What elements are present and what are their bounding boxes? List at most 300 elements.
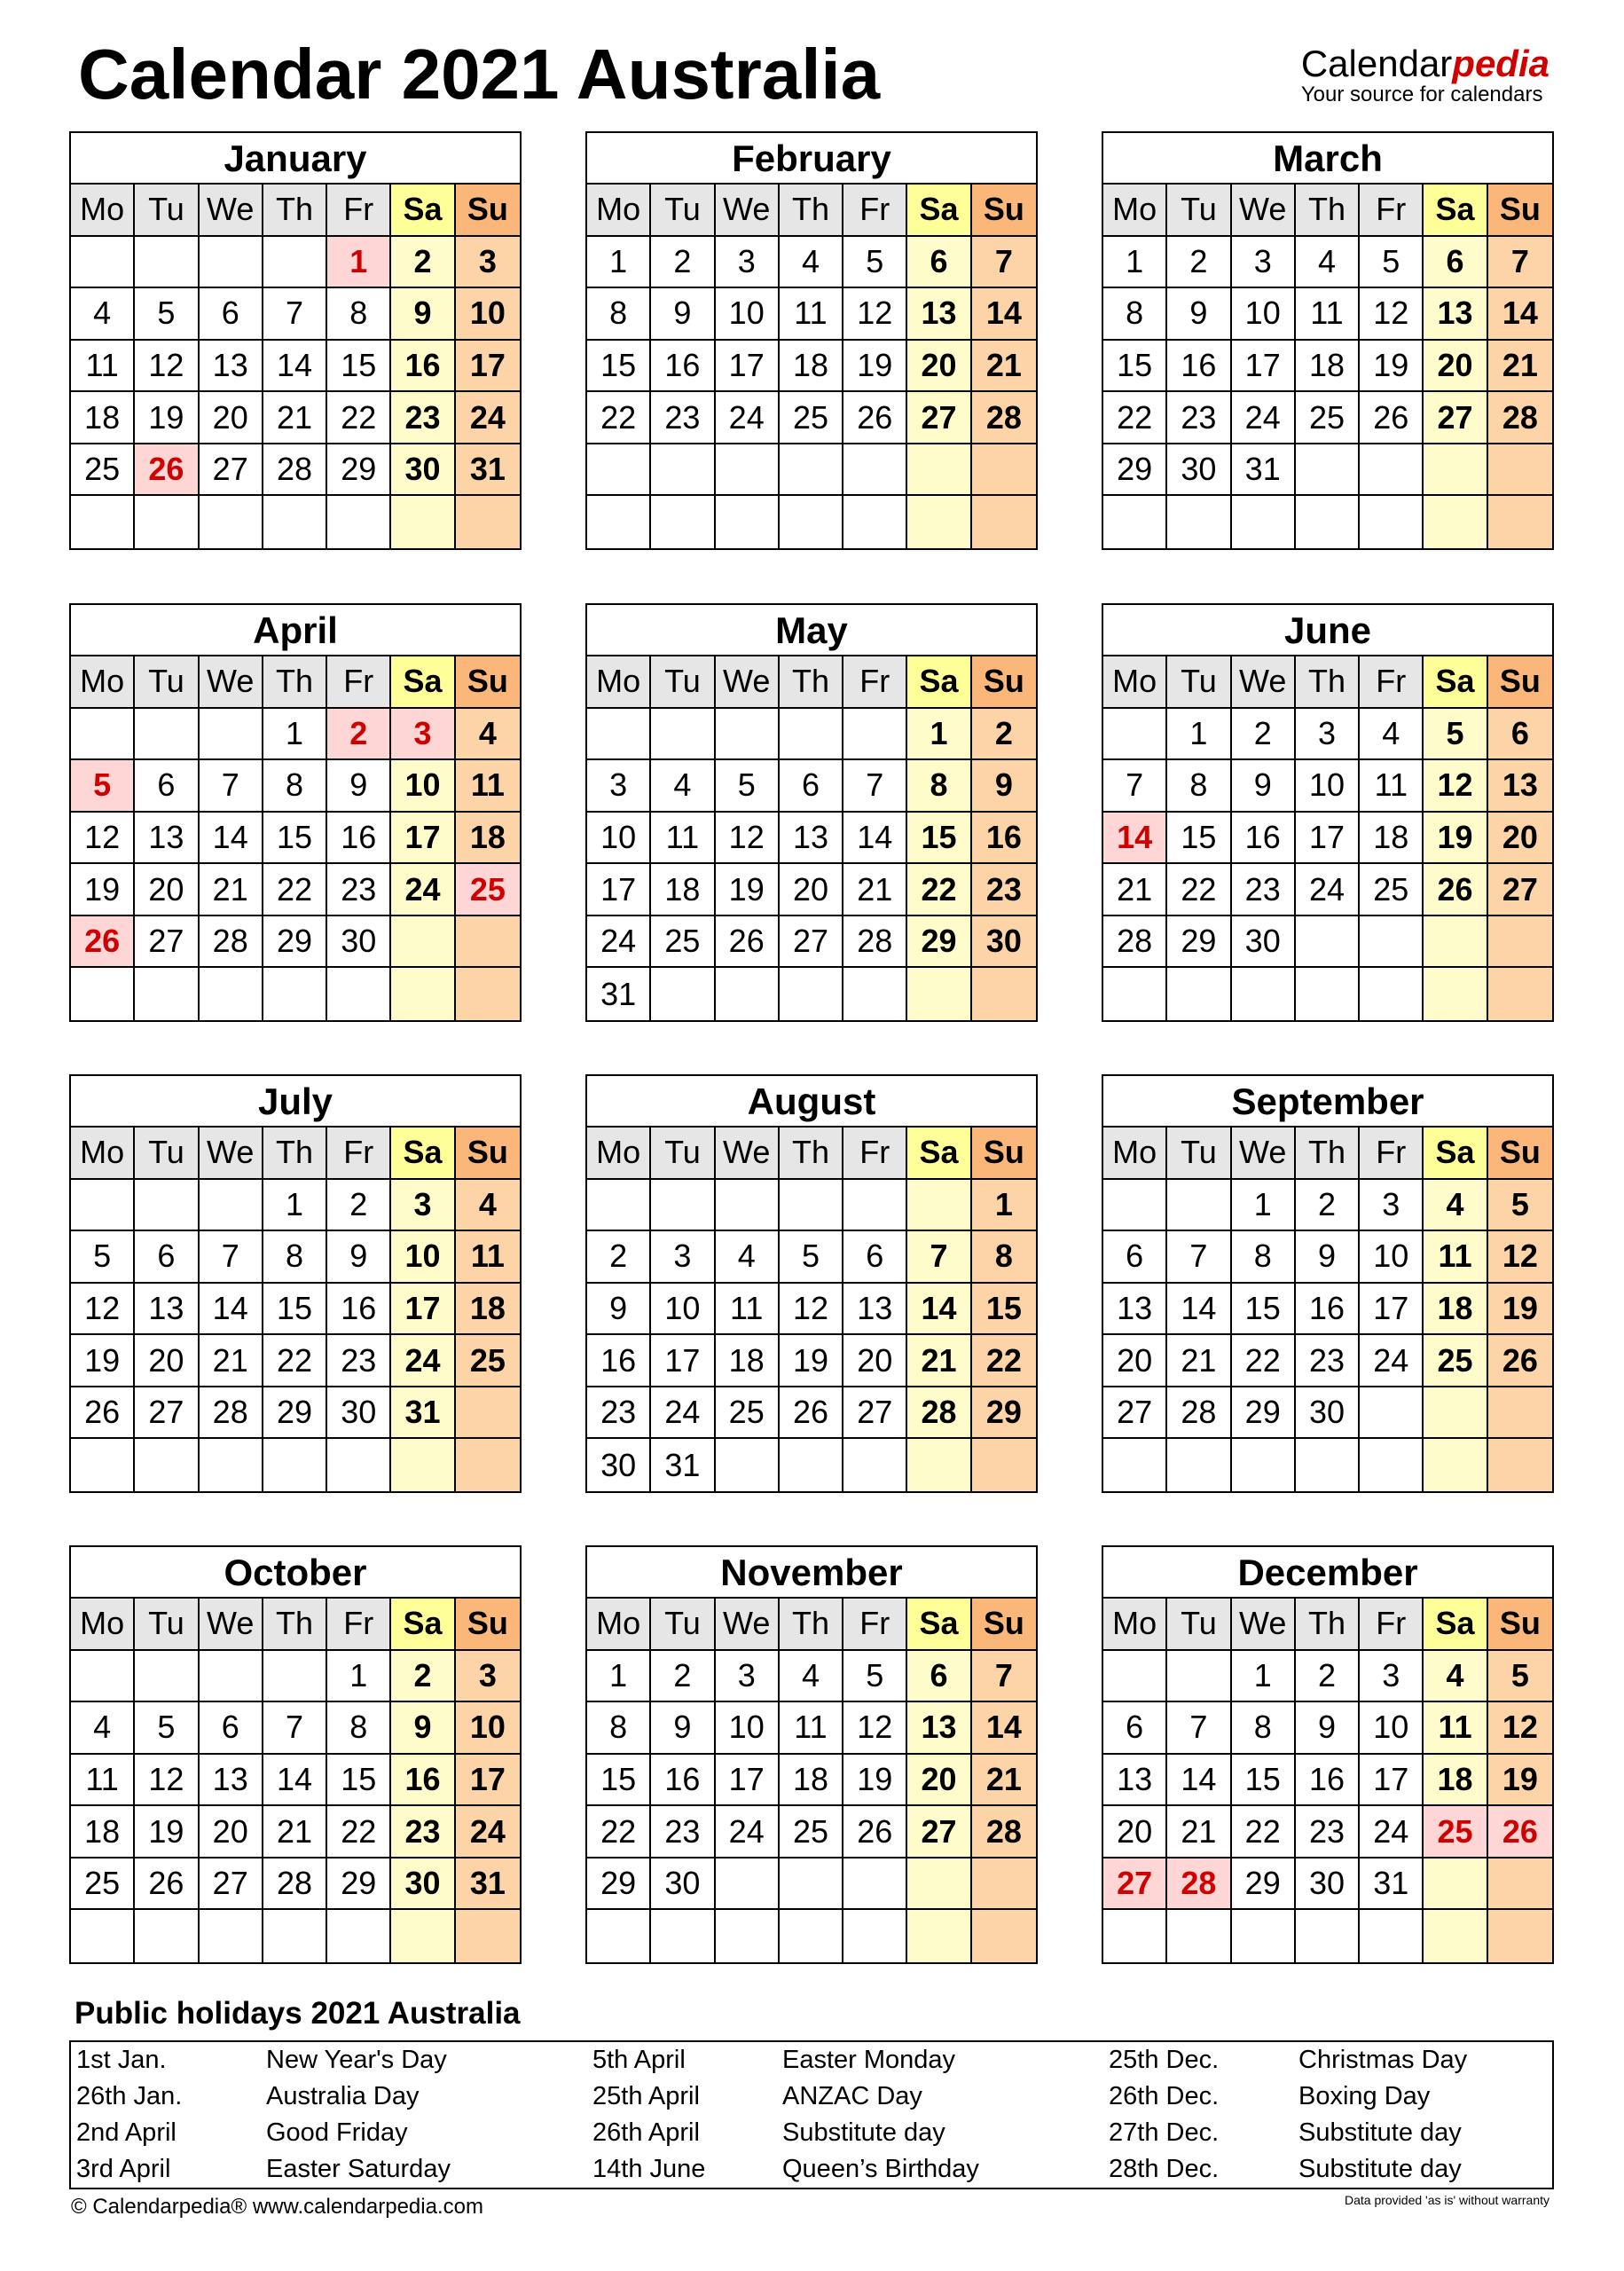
day-cell[interactable]: 9 bbox=[651, 1702, 715, 1755]
day-cell[interactable]: 12 bbox=[716, 813, 780, 865]
day-cell[interactable]: 22 bbox=[263, 864, 327, 916]
day-cell[interactable]: 28 bbox=[263, 444, 327, 497]
day-cell[interactable]: 17 bbox=[587, 864, 651, 916]
day-cell[interactable]: 14 bbox=[200, 813, 263, 865]
day-cell[interactable]: 19 bbox=[1488, 1755, 1552, 1807]
day-cell[interactable]: 17 bbox=[1232, 341, 1296, 393]
day-cell[interactable]: 24 bbox=[587, 916, 651, 969]
day-cell[interactable]: 26 bbox=[135, 444, 199, 497]
day-cell[interactable]: 25 bbox=[651, 916, 715, 969]
day-cell[interactable]: 3 bbox=[456, 1651, 520, 1703]
day-cell[interactable]: 2 bbox=[391, 1651, 455, 1703]
day-cell[interactable]: 29 bbox=[1232, 1858, 1296, 1911]
day-cell[interactable]: 22 bbox=[1232, 1335, 1296, 1387]
day-cell[interactable]: 18 bbox=[71, 392, 135, 444]
day-cell[interactable]: 8 bbox=[1232, 1231, 1296, 1284]
day-cell[interactable]: 28 bbox=[1103, 916, 1167, 969]
day-cell[interactable]: 18 bbox=[456, 1284, 520, 1336]
day-cell[interactable]: 18 bbox=[456, 813, 520, 865]
day-cell[interactable]: 4 bbox=[456, 709, 520, 761]
day-cell[interactable]: 2 bbox=[587, 1231, 651, 1284]
day-cell[interactable]: 11 bbox=[71, 341, 135, 393]
day-cell[interactable]: 13 bbox=[200, 341, 263, 393]
day-cell[interactable]: 26 bbox=[1488, 1335, 1552, 1387]
day-cell[interactable]: 15 bbox=[972, 1284, 1036, 1336]
day-cell[interactable]: 8 bbox=[972, 1231, 1036, 1284]
day-cell[interactable]: 27 bbox=[780, 916, 843, 969]
day-cell[interactable]: 18 bbox=[651, 864, 715, 916]
day-cell[interactable]: 27 bbox=[1103, 1387, 1167, 1440]
day-cell[interactable]: 6 bbox=[780, 760, 843, 813]
day-cell[interactable]: 13 bbox=[1424, 288, 1487, 341]
day-cell[interactable]: 28 bbox=[1488, 392, 1552, 444]
day-cell[interactable]: 14 bbox=[972, 1702, 1036, 1755]
day-cell[interactable]: 22 bbox=[1232, 1806, 1296, 1858]
day-cell[interactable]: 10 bbox=[391, 1231, 455, 1284]
day-cell[interactable]: 3 bbox=[1360, 1651, 1424, 1703]
day-cell[interactable]: 5 bbox=[1424, 709, 1487, 761]
day-cell[interactable]: 16 bbox=[327, 1284, 391, 1336]
day-cell[interactable]: 10 bbox=[651, 1284, 715, 1336]
day-cell[interactable]: 16 bbox=[972, 813, 1036, 865]
day-cell[interactable]: 9 bbox=[587, 1284, 651, 1336]
day-cell[interactable]: 9 bbox=[1232, 760, 1296, 813]
day-cell[interactable]: 20 bbox=[843, 1335, 907, 1387]
day-cell[interactable]: 15 bbox=[1167, 813, 1231, 865]
day-cell[interactable]: 1 bbox=[587, 237, 651, 289]
day-cell[interactable]: 15 bbox=[327, 341, 391, 393]
day-cell[interactable]: 4 bbox=[1360, 709, 1424, 761]
day-cell[interactable]: 5 bbox=[1360, 237, 1424, 289]
day-cell[interactable]: 12 bbox=[135, 341, 199, 393]
day-cell[interactable]: 12 bbox=[1424, 760, 1487, 813]
day-cell[interactable]: 3 bbox=[391, 709, 455, 761]
day-cell[interactable]: 8 bbox=[587, 1702, 651, 1755]
day-cell[interactable]: 3 bbox=[716, 1651, 780, 1703]
day-cell[interactable]: 11 bbox=[1424, 1702, 1487, 1755]
day-cell[interactable]: 23 bbox=[327, 864, 391, 916]
day-cell[interactable]: 11 bbox=[456, 760, 520, 813]
day-cell[interactable]: 8 bbox=[907, 760, 971, 813]
day-cell[interactable]: 24 bbox=[391, 864, 455, 916]
day-cell[interactable]: 19 bbox=[843, 341, 907, 393]
day-cell[interactable]: 28 bbox=[1167, 1858, 1231, 1911]
day-cell[interactable]: 3 bbox=[716, 237, 780, 289]
day-cell[interactable]: 22 bbox=[327, 392, 391, 444]
day-cell[interactable]: 5 bbox=[1488, 1651, 1552, 1703]
day-cell[interactable]: 2 bbox=[651, 1651, 715, 1703]
day-cell[interactable]: 3 bbox=[456, 237, 520, 289]
day-cell[interactable]: 6 bbox=[200, 288, 263, 341]
day-cell[interactable]: 17 bbox=[716, 1755, 780, 1807]
day-cell[interactable]: 26 bbox=[716, 916, 780, 969]
day-cell[interactable]: 22 bbox=[1103, 392, 1167, 444]
day-cell[interactable]: 18 bbox=[71, 1806, 135, 1858]
day-cell[interactable]: 29 bbox=[1232, 1387, 1296, 1440]
day-cell[interactable]: 24 bbox=[1360, 1335, 1424, 1387]
day-cell[interactable]: 20 bbox=[200, 1806, 263, 1858]
day-cell[interactable]: 16 bbox=[1167, 341, 1231, 393]
day-cell[interactable]: 9 bbox=[1167, 288, 1231, 341]
day-cell[interactable]: 15 bbox=[1103, 341, 1167, 393]
day-cell[interactable]: 8 bbox=[263, 760, 327, 813]
day-cell[interactable]: 1 bbox=[587, 1651, 651, 1703]
day-cell[interactable]: 13 bbox=[780, 813, 843, 865]
day-cell[interactable]: 12 bbox=[1488, 1702, 1552, 1755]
day-cell[interactable]: 1 bbox=[907, 709, 971, 761]
day-cell[interactable]: 7 bbox=[843, 760, 907, 813]
day-cell[interactable]: 21 bbox=[200, 864, 263, 916]
day-cell[interactable]: 25 bbox=[780, 392, 843, 444]
day-cell[interactable]: 16 bbox=[1232, 813, 1296, 865]
day-cell[interactable]: 27 bbox=[1488, 864, 1552, 916]
day-cell[interactable]: 8 bbox=[327, 288, 391, 341]
day-cell[interactable]: 13 bbox=[1103, 1284, 1167, 1336]
day-cell[interactable]: 13 bbox=[1103, 1755, 1167, 1807]
day-cell[interactable]: 18 bbox=[1424, 1755, 1487, 1807]
day-cell[interactable]: 9 bbox=[391, 1702, 455, 1755]
day-cell[interactable]: 12 bbox=[71, 1284, 135, 1336]
day-cell[interactable]: 2 bbox=[651, 237, 715, 289]
day-cell[interactable]: 27 bbox=[200, 444, 263, 497]
day-cell[interactable]: 26 bbox=[71, 1387, 135, 1440]
day-cell[interactable]: 20 bbox=[907, 341, 971, 393]
day-cell[interactable]: 23 bbox=[651, 392, 715, 444]
day-cell[interactable]: 13 bbox=[843, 1284, 907, 1336]
day-cell[interactable]: 24 bbox=[1296, 864, 1360, 916]
day-cell[interactable]: 22 bbox=[1167, 864, 1231, 916]
day-cell[interactable]: 31 bbox=[1360, 1858, 1424, 1911]
day-cell[interactable]: 23 bbox=[587, 1387, 651, 1440]
day-cell[interactable]: 9 bbox=[391, 288, 455, 341]
day-cell[interactable]: 23 bbox=[327, 1335, 391, 1387]
day-cell[interactable]: 23 bbox=[972, 864, 1036, 916]
day-cell[interactable]: 17 bbox=[391, 813, 455, 865]
day-cell[interactable]: 15 bbox=[263, 813, 327, 865]
day-cell[interactable]: 30 bbox=[1296, 1858, 1360, 1911]
day-cell[interactable]: 16 bbox=[391, 341, 455, 393]
day-cell[interactable]: 12 bbox=[843, 288, 907, 341]
day-cell[interactable]: 7 bbox=[1167, 1702, 1231, 1755]
day-cell[interactable]: 30 bbox=[1167, 444, 1231, 497]
day-cell[interactable]: 10 bbox=[716, 288, 780, 341]
day-cell[interactable]: 23 bbox=[1296, 1335, 1360, 1387]
day-cell[interactable]: 13 bbox=[907, 288, 971, 341]
day-cell[interactable]: 17 bbox=[456, 341, 520, 393]
day-cell[interactable]: 30 bbox=[1232, 916, 1296, 969]
day-cell[interactable]: 3 bbox=[587, 760, 651, 813]
day-cell[interactable]: 5 bbox=[716, 760, 780, 813]
day-cell[interactable]: 16 bbox=[651, 1755, 715, 1807]
day-cell[interactable]: 26 bbox=[843, 392, 907, 444]
day-cell[interactable]: 30 bbox=[972, 916, 1036, 969]
day-cell[interactable]: 20 bbox=[780, 864, 843, 916]
day-cell[interactable]: 23 bbox=[391, 1806, 455, 1858]
day-cell[interactable]: 29 bbox=[587, 1858, 651, 1911]
day-cell[interactable]: 18 bbox=[1360, 813, 1424, 865]
day-cell[interactable]: 16 bbox=[587, 1335, 651, 1387]
day-cell[interactable]: 7 bbox=[200, 760, 263, 813]
day-cell[interactable]: 29 bbox=[327, 444, 391, 497]
day-cell[interactable]: 30 bbox=[327, 916, 391, 969]
day-cell[interactable]: 17 bbox=[1360, 1284, 1424, 1336]
day-cell[interactable]: 21 bbox=[200, 1335, 263, 1387]
day-cell[interactable]: 20 bbox=[1488, 813, 1552, 865]
day-cell[interactable]: 24 bbox=[1360, 1806, 1424, 1858]
day-cell[interactable]: 19 bbox=[716, 864, 780, 916]
day-cell[interactable]: 7 bbox=[1488, 237, 1552, 289]
day-cell[interactable]: 24 bbox=[456, 1806, 520, 1858]
day-cell[interactable]: 11 bbox=[1360, 760, 1424, 813]
day-cell[interactable]: 22 bbox=[907, 864, 971, 916]
day-cell[interactable]: 1 bbox=[1103, 237, 1167, 289]
day-cell[interactable]: 21 bbox=[1103, 864, 1167, 916]
day-cell[interactable]: 21 bbox=[972, 341, 1036, 393]
day-cell[interactable]: 4 bbox=[71, 1702, 135, 1755]
day-cell[interactable]: 1 bbox=[263, 709, 327, 761]
day-cell[interactable]: 20 bbox=[1103, 1335, 1167, 1387]
day-cell[interactable]: 20 bbox=[200, 392, 263, 444]
day-cell[interactable]: 3 bbox=[1296, 709, 1360, 761]
day-cell[interactable]: 21 bbox=[972, 1755, 1036, 1807]
day-cell[interactable]: 31 bbox=[651, 1439, 715, 1491]
day-cell[interactable]: 25 bbox=[1296, 392, 1360, 444]
day-cell[interactable]: 13 bbox=[200, 1755, 263, 1807]
day-cell[interactable]: 15 bbox=[263, 1284, 327, 1336]
day-cell[interactable]: 19 bbox=[71, 864, 135, 916]
day-cell[interactable]: 12 bbox=[1360, 288, 1424, 341]
day-cell[interactable]: 7 bbox=[200, 1231, 263, 1284]
day-cell[interactable]: 21 bbox=[263, 392, 327, 444]
day-cell[interactable]: 24 bbox=[456, 392, 520, 444]
day-cell[interactable]: 12 bbox=[71, 813, 135, 865]
day-cell[interactable]: 17 bbox=[716, 341, 780, 393]
day-cell[interactable]: 25 bbox=[1424, 1335, 1487, 1387]
day-cell[interactable]: 6 bbox=[135, 1231, 199, 1284]
day-cell[interactable]: 8 bbox=[263, 1231, 327, 1284]
day-cell[interactable]: 1 bbox=[327, 237, 391, 289]
day-cell[interactable]: 29 bbox=[263, 916, 327, 969]
day-cell[interactable]: 26 bbox=[1488, 1806, 1552, 1858]
day-cell[interactable]: 29 bbox=[327, 1858, 391, 1911]
day-cell[interactable]: 11 bbox=[1296, 288, 1360, 341]
day-cell[interactable]: 12 bbox=[1488, 1231, 1552, 1284]
day-cell[interactable]: 30 bbox=[391, 1858, 455, 1911]
day-cell[interactable]: 6 bbox=[1488, 709, 1552, 761]
day-cell[interactable]: 14 bbox=[972, 288, 1036, 341]
day-cell[interactable]: 27 bbox=[135, 916, 199, 969]
day-cell[interactable]: 9 bbox=[327, 760, 391, 813]
day-cell[interactable]: 5 bbox=[1488, 1180, 1552, 1232]
day-cell[interactable]: 27 bbox=[907, 392, 971, 444]
day-cell[interactable]: 12 bbox=[135, 1755, 199, 1807]
day-cell[interactable]: 2 bbox=[972, 709, 1036, 761]
day-cell[interactable]: 25 bbox=[1360, 864, 1424, 916]
day-cell[interactable]: 19 bbox=[135, 1806, 199, 1858]
day-cell[interactable]: 4 bbox=[71, 288, 135, 341]
day-cell[interactable]: 15 bbox=[1232, 1284, 1296, 1336]
day-cell[interactable]: 10 bbox=[1232, 288, 1296, 341]
day-cell[interactable]: 6 bbox=[1103, 1231, 1167, 1284]
day-cell[interactable]: 25 bbox=[780, 1806, 843, 1858]
day-cell[interactable]: 30 bbox=[327, 1387, 391, 1440]
day-cell[interactable]: 16 bbox=[1296, 1755, 1360, 1807]
day-cell[interactable]: 25 bbox=[71, 1858, 135, 1911]
day-cell[interactable]: 16 bbox=[327, 813, 391, 865]
day-cell[interactable]: 16 bbox=[1296, 1284, 1360, 1336]
day-cell[interactable]: 8 bbox=[1103, 288, 1167, 341]
day-cell[interactable]: 7 bbox=[972, 237, 1036, 289]
day-cell[interactable]: 24 bbox=[391, 1335, 455, 1387]
day-cell[interactable]: 6 bbox=[200, 1702, 263, 1755]
day-cell[interactable]: 7 bbox=[263, 1702, 327, 1755]
day-cell[interactable]: 3 bbox=[391, 1180, 455, 1232]
day-cell[interactable]: 11 bbox=[1424, 1231, 1487, 1284]
day-cell[interactable]: 20 bbox=[135, 1335, 199, 1387]
day-cell[interactable]: 20 bbox=[907, 1755, 971, 1807]
day-cell[interactable]: 10 bbox=[1360, 1702, 1424, 1755]
day-cell[interactable]: 9 bbox=[651, 288, 715, 341]
day-cell[interactable]: 24 bbox=[651, 1387, 715, 1440]
day-cell[interactable]: 4 bbox=[1424, 1651, 1487, 1703]
day-cell[interactable]: 14 bbox=[263, 341, 327, 393]
day-cell[interactable]: 4 bbox=[1424, 1180, 1487, 1232]
day-cell[interactable]: 31 bbox=[456, 1858, 520, 1911]
day-cell[interactable]: 20 bbox=[1424, 341, 1487, 393]
day-cell[interactable]: 28 bbox=[200, 916, 263, 969]
day-cell[interactable]: 7 bbox=[263, 288, 327, 341]
day-cell[interactable]: 2 bbox=[327, 709, 391, 761]
day-cell[interactable]: 2 bbox=[1296, 1651, 1360, 1703]
day-cell[interactable]: 29 bbox=[907, 916, 971, 969]
day-cell[interactable]: 10 bbox=[716, 1702, 780, 1755]
day-cell[interactable]: 8 bbox=[327, 1702, 391, 1755]
day-cell[interactable]: 19 bbox=[780, 1335, 843, 1387]
day-cell[interactable]: 21 bbox=[1167, 1335, 1231, 1387]
day-cell[interactable]: 29 bbox=[1167, 916, 1231, 969]
day-cell[interactable]: 8 bbox=[587, 288, 651, 341]
day-cell[interactable]: 4 bbox=[780, 237, 843, 289]
day-cell[interactable]: 14 bbox=[907, 1284, 971, 1336]
day-cell[interactable]: 24 bbox=[716, 1806, 780, 1858]
day-cell[interactable]: 31 bbox=[1232, 444, 1296, 497]
day-cell[interactable]: 3 bbox=[1360, 1180, 1424, 1232]
day-cell[interactable]: 26 bbox=[71, 916, 135, 969]
day-cell[interactable]: 25 bbox=[71, 444, 135, 497]
day-cell[interactable]: 21 bbox=[263, 1806, 327, 1858]
day-cell[interactable]: 27 bbox=[1103, 1858, 1167, 1911]
day-cell[interactable]: 5 bbox=[71, 1231, 135, 1284]
day-cell[interactable]: 23 bbox=[1167, 392, 1231, 444]
day-cell[interactable]: 17 bbox=[391, 1284, 455, 1336]
day-cell[interactable]: 16 bbox=[391, 1755, 455, 1807]
day-cell[interactable]: 4 bbox=[1296, 237, 1360, 289]
day-cell[interactable]: 23 bbox=[391, 392, 455, 444]
day-cell[interactable]: 31 bbox=[391, 1387, 455, 1440]
day-cell[interactable]: 23 bbox=[1232, 864, 1296, 916]
day-cell[interactable]: 6 bbox=[1424, 237, 1487, 289]
day-cell[interactable]: 22 bbox=[327, 1806, 391, 1858]
day-cell[interactable]: 4 bbox=[456, 1180, 520, 1232]
day-cell[interactable]: 14 bbox=[1167, 1755, 1231, 1807]
day-cell[interactable]: 26 bbox=[780, 1387, 843, 1440]
day-cell[interactable]: 6 bbox=[843, 1231, 907, 1284]
day-cell[interactable]: 10 bbox=[587, 813, 651, 865]
day-cell[interactable]: 28 bbox=[843, 916, 907, 969]
day-cell[interactable]: 13 bbox=[135, 813, 199, 865]
day-cell[interactable]: 6 bbox=[1103, 1702, 1167, 1755]
day-cell[interactable]: 4 bbox=[780, 1651, 843, 1703]
day-cell[interactable]: 28 bbox=[972, 392, 1036, 444]
day-cell[interactable]: 2 bbox=[1167, 237, 1231, 289]
day-cell[interactable]: 17 bbox=[651, 1335, 715, 1387]
day-cell[interactable]: 8 bbox=[1232, 1702, 1296, 1755]
day-cell[interactable]: 28 bbox=[200, 1387, 263, 1440]
day-cell[interactable]: 2 bbox=[1296, 1180, 1360, 1232]
day-cell[interactable]: 19 bbox=[1360, 341, 1424, 393]
day-cell[interactable]: 15 bbox=[1232, 1755, 1296, 1807]
day-cell[interactable]: 26 bbox=[135, 1858, 199, 1911]
day-cell[interactable]: 11 bbox=[716, 1284, 780, 1336]
day-cell[interactable]: 14 bbox=[1167, 1284, 1231, 1336]
day-cell[interactable]: 4 bbox=[716, 1231, 780, 1284]
day-cell[interactable]: 26 bbox=[843, 1806, 907, 1858]
day-cell[interactable]: 24 bbox=[716, 392, 780, 444]
day-cell[interactable]: 29 bbox=[263, 1387, 327, 1440]
day-cell[interactable]: 28 bbox=[1167, 1387, 1231, 1440]
day-cell[interactable]: 14 bbox=[200, 1284, 263, 1336]
day-cell[interactable]: 25 bbox=[716, 1387, 780, 1440]
day-cell[interactable]: 7 bbox=[907, 1231, 971, 1284]
day-cell[interactable]: 22 bbox=[972, 1335, 1036, 1387]
day-cell[interactable]: 9 bbox=[972, 760, 1036, 813]
day-cell[interactable]: 15 bbox=[587, 341, 651, 393]
day-cell[interactable]: 9 bbox=[1296, 1231, 1360, 1284]
day-cell[interactable]: 15 bbox=[327, 1755, 391, 1807]
day-cell[interactable]: 25 bbox=[456, 1335, 520, 1387]
day-cell[interactable]: 14 bbox=[1103, 813, 1167, 865]
day-cell[interactable]: 29 bbox=[972, 1387, 1036, 1440]
day-cell[interactable]: 4 bbox=[651, 760, 715, 813]
day-cell[interactable]: 7 bbox=[1167, 1231, 1231, 1284]
day-cell[interactable]: 9 bbox=[1296, 1702, 1360, 1755]
day-cell[interactable]: 17 bbox=[1360, 1755, 1424, 1807]
day-cell[interactable]: 14 bbox=[1488, 288, 1552, 341]
day-cell[interactable]: 27 bbox=[1424, 392, 1487, 444]
day-cell[interactable]: 19 bbox=[1488, 1284, 1552, 1336]
day-cell[interactable]: 28 bbox=[907, 1387, 971, 1440]
day-cell[interactable]: 11 bbox=[780, 1702, 843, 1755]
day-cell[interactable]: 19 bbox=[135, 392, 199, 444]
day-cell[interactable]: 30 bbox=[651, 1858, 715, 1911]
day-cell[interactable]: 25 bbox=[1424, 1806, 1487, 1858]
day-cell[interactable]: 20 bbox=[135, 864, 199, 916]
day-cell[interactable]: 1 bbox=[327, 1651, 391, 1703]
day-cell[interactable]: 12 bbox=[843, 1702, 907, 1755]
day-cell[interactable]: 5 bbox=[843, 1651, 907, 1703]
day-cell[interactable]: 14 bbox=[843, 813, 907, 865]
day-cell[interactable]: 21 bbox=[1167, 1806, 1231, 1858]
day-cell[interactable]: 13 bbox=[135, 1284, 199, 1336]
day-cell[interactable]: 10 bbox=[1296, 760, 1360, 813]
day-cell[interactable]: 17 bbox=[1296, 813, 1360, 865]
day-cell[interactable]: 15 bbox=[587, 1755, 651, 1807]
day-cell[interactable]: 28 bbox=[263, 1858, 327, 1911]
day-cell[interactable]: 22 bbox=[587, 1806, 651, 1858]
day-cell[interactable]: 18 bbox=[716, 1335, 780, 1387]
day-cell[interactable]: 25 bbox=[456, 864, 520, 916]
day-cell[interactable]: 15 bbox=[907, 813, 971, 865]
